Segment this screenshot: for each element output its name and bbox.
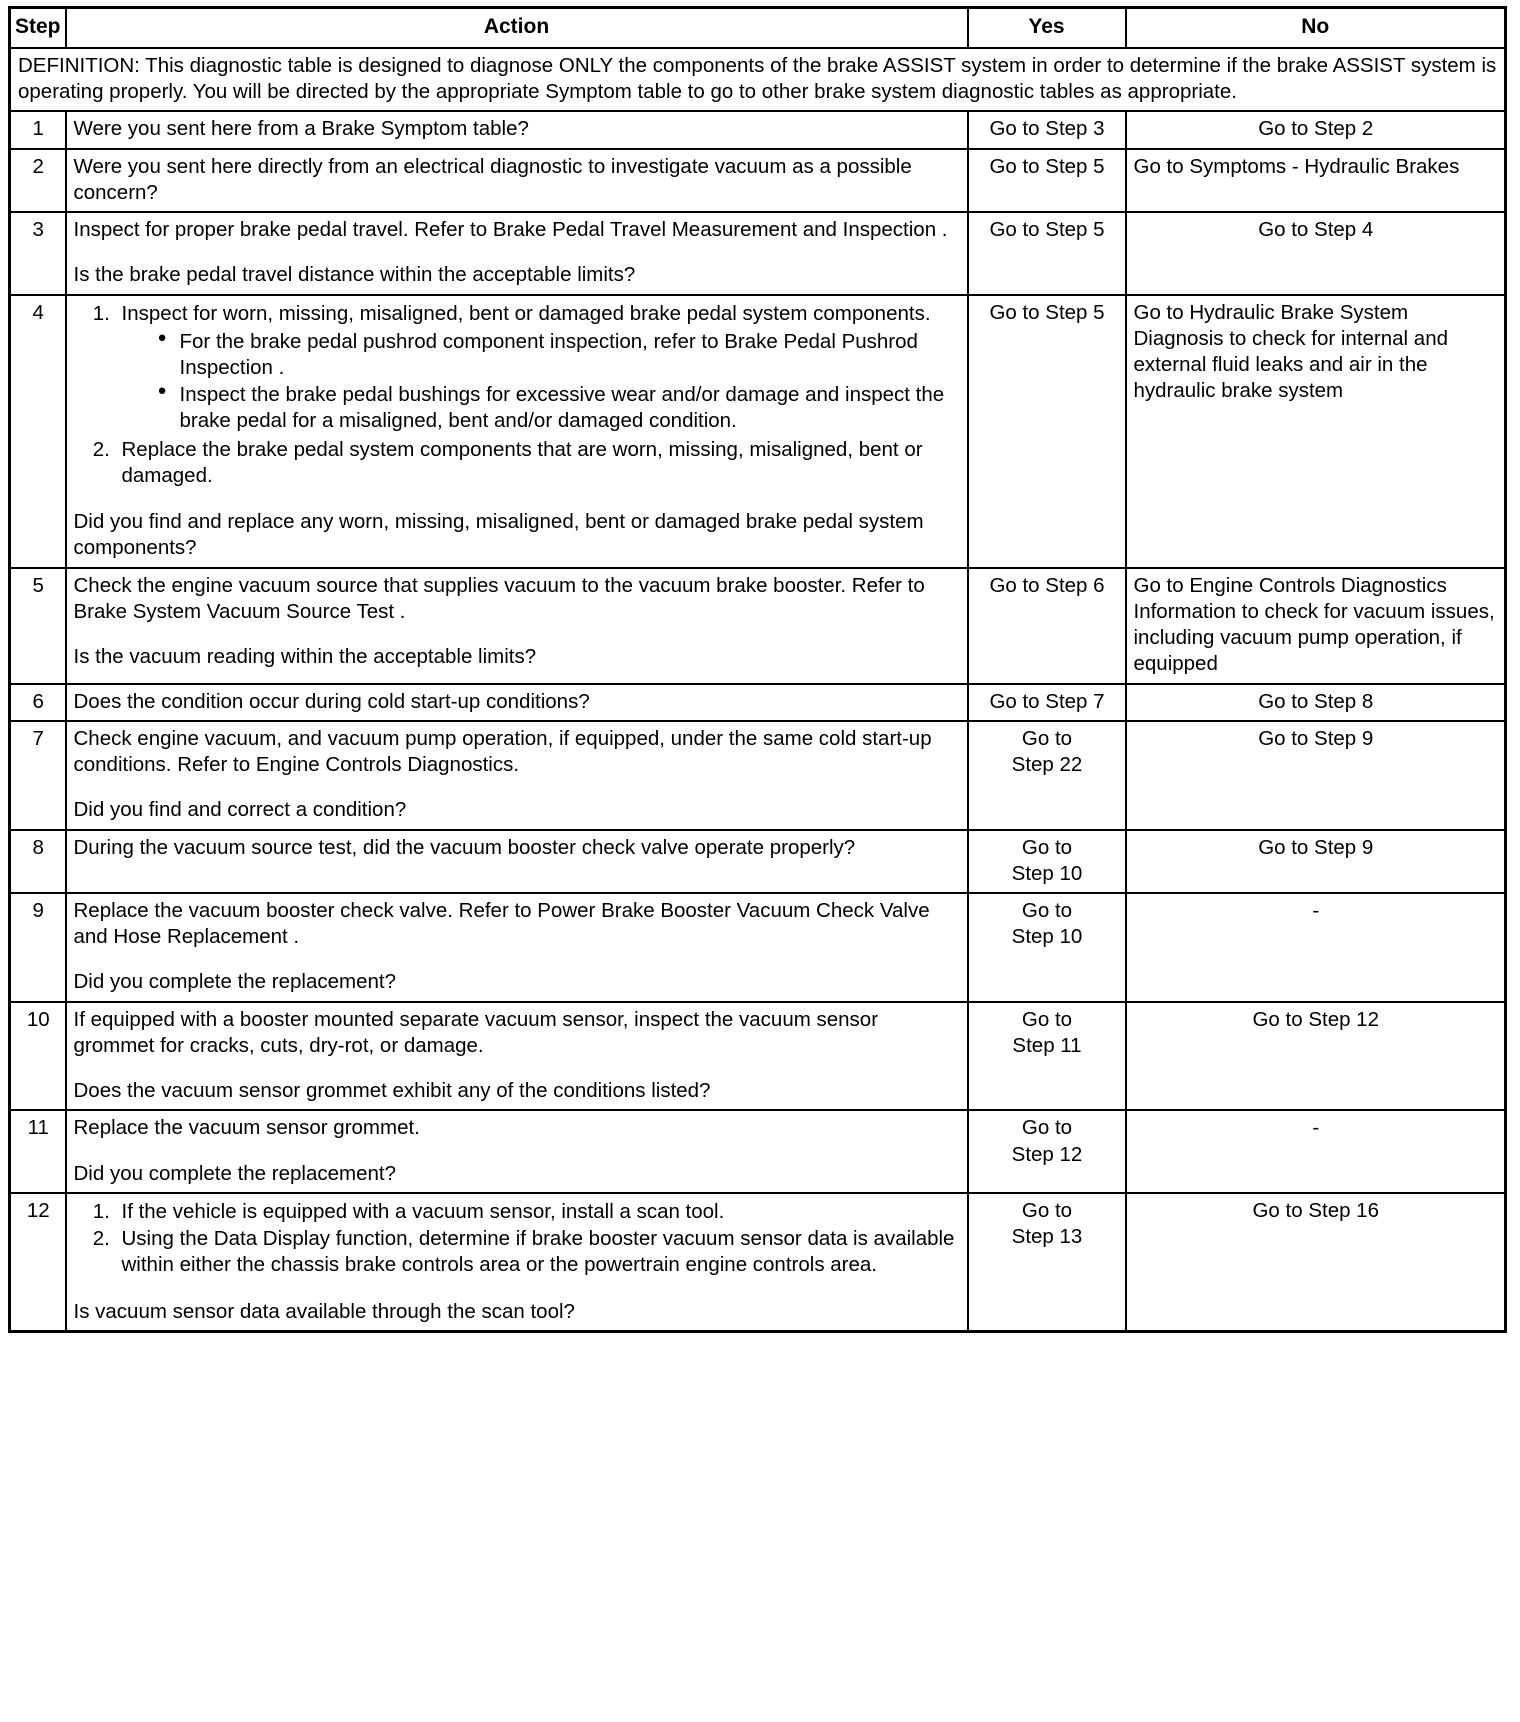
table-row — [10, 568, 1506, 684]
yes-cell: Go to Step 5 — [968, 295, 1126, 568]
action-numbered-list — [74, 1199, 961, 1279]
definition-cell: DEFINITION: This diagnostic table is designed to diagnose ONLY the components of the brake ASSIST system in order to determine if the brake ASSIST system is operating properly. You will be directed by the appropriate Symptom table to go to other brake system diagnostic tables as appropriate. — [10, 48, 1506, 111]
definition-row — [10, 48, 1506, 111]
yes-line-1: Go to — [1021, 1116, 1073, 1140]
list-item — [116, 301, 961, 435]
yes-line-2: Step 10 — [1011, 861, 1083, 885]
list-item: 2. Replace the brake pedal system components that are worn, missing, misaligned, bent or damaged. — [116, 437, 961, 489]
step-number: 1 — [10, 111, 66, 148]
yes-line-2: Step 22 — [1011, 753, 1083, 777]
no-cell: Go to Step 2 — [1126, 111, 1506, 148]
table-row — [10, 721, 1506, 830]
table-row — [10, 1002, 1506, 1111]
yes-cell — [968, 1110, 1126, 1192]
table-body — [10, 48, 1506, 1331]
action-question: Did you complete the replacement? — [73, 970, 396, 994]
table-row — [10, 111, 1506, 148]
action-numbered-list — [74, 301, 961, 490]
table-row — [10, 1193, 1506, 1331]
action-question: Is the brake pedal travel distance within the acceptable limits? — [73, 263, 636, 287]
action-question: Did you find and replace any worn, missing, misaligned, bent or damaged brake pedal system components? — [73, 510, 924, 560]
action-question: Is vacuum sensor data available through the scan tool? — [73, 1299, 575, 1323]
spacer — [74, 778, 961, 797]
yes-line-2: Step 13 — [1011, 1225, 1083, 1249]
action-cell — [66, 568, 968, 684]
step-number: 10 — [10, 1002, 66, 1111]
step-number: 5 — [10, 568, 66, 684]
table-row — [10, 212, 1506, 294]
no-cell: Go to Step 9 — [1126, 830, 1506, 893]
action-text: Replace the vacuum sensor grommet. — [73, 1116, 420, 1140]
yes-line-1: Go to — [1021, 835, 1073, 859]
action-text: Does the condition occur during cold start-up conditions? — [73, 689, 590, 713]
no-cell: Go to Hydraulic Brake System Diagnosis to check for internal and external fluid leaks and air in the hydraulic brake system — [1126, 295, 1506, 568]
yes-cell: Go to Step 6 — [968, 568, 1126, 684]
list-item: ● For the brake pedal pushrod component inspection, refer to Brake Pedal Pushrod Inspection . — [158, 329, 961, 381]
action-text: If equipped with a booster mounted separate vacuum sensor, inspect the vacuum sensor grommet for cracks, cuts, dry-rot, or damage. — [73, 1007, 879, 1057]
yes-cell — [968, 830, 1126, 893]
step-number: 11 — [10, 1110, 66, 1192]
list-item-text: Inspect for worn, missing, misaligned, bent or damaged brake pedal system components. — [121, 301, 931, 325]
action-text: Inspect for proper brake pedal travel. Refer to Brake Pedal Travel Measurement and Inspection . — [73, 218, 948, 242]
no-cell: Go to Symptoms - Hydraulic Brakes — [1126, 149, 1506, 212]
yes-cell — [968, 721, 1126, 830]
spacer — [74, 1142, 961, 1161]
yes-line-2: Step 11 — [1012, 1033, 1082, 1057]
table-row — [10, 295, 1506, 568]
step-number: 8 — [10, 830, 66, 893]
action-cell — [66, 684, 968, 721]
column-header-action: Action — [66, 8, 968, 48]
action-question: Is the vacuum reading within the acceptable limits? — [73, 645, 537, 669]
spacer — [74, 243, 961, 262]
step-number: 2 — [10, 149, 66, 212]
no-cell: Go to Step 16 — [1126, 1193, 1506, 1331]
table-row — [10, 684, 1506, 721]
no-cell: Go to Step 12 — [1126, 1002, 1506, 1111]
yes-cell — [968, 893, 1126, 1002]
list-item: 1. If the vehicle is equipped with a vacuum sensor, install a scan tool. — [116, 1199, 961, 1225]
action-question: Does the vacuum sensor grommet exhibit any of the conditions listed? — [73, 1079, 711, 1103]
action-text: Check the engine vacuum source that supplies vacuum to the vacuum brake booster. Refer to Brake System Vacuum Source Test . — [73, 573, 925, 623]
column-header-step: Step — [10, 8, 66, 48]
table-header — [10, 8, 1506, 48]
action-cell — [66, 893, 968, 1002]
yes-line-1: Go to — [1021, 1007, 1073, 1031]
list-item: ● Inspect the brake pedal bushings for excessive wear and/or damage and inspect the brake pedal for a misaligned, bent and/or damaged condition. — [158, 382, 961, 434]
yes-line-1: Go to — [1021, 726, 1073, 750]
step-number: 9 — [10, 893, 66, 1002]
yes-cell: Go to Step 5 — [968, 212, 1126, 294]
header-row — [10, 8, 1506, 48]
action-cell — [66, 1002, 968, 1111]
no-cell: Go to Step 8 — [1126, 684, 1506, 721]
action-text: Were you sent here directly from an electrical diagnostic to investigate vacuum as a possible concern? — [73, 154, 912, 204]
yes-cell: Go to Step 5 — [968, 149, 1126, 212]
action-cell — [66, 721, 968, 830]
column-header-no: No — [1126, 8, 1506, 48]
action-cell — [66, 1110, 968, 1192]
step-number: 12 — [10, 1193, 66, 1331]
action-question: Did you find and correct a condition? — [73, 798, 407, 822]
action-text: Check engine vacuum, and vacuum pump operation, if equipped, under the same cold start-up conditions. Refer to Engine Controls Diagnostics. — [73, 726, 932, 777]
list-item: 2. Using the Data Display function, determine if brake booster vacuum sensor data is available within either the chassis brake controls area or the powertrain engine controls area. — [116, 1226, 961, 1278]
no-cell: Go to Step 4 — [1126, 212, 1506, 294]
no-cell: - — [1126, 893, 1506, 1002]
step-number: 7 — [10, 721, 66, 830]
yes-cell: Go to Step 3 — [968, 111, 1126, 148]
spacer — [74, 950, 961, 969]
spacer — [74, 625, 961, 644]
action-text: Replace the vacuum booster check valve. Refer to Power Brake Booster Vacuum Check Valve and Hose Replacement . — [73, 898, 930, 949]
yes-line-2: Step 12 — [1011, 1142, 1083, 1166]
step-number: 4 — [10, 295, 66, 568]
table-row — [10, 830, 1506, 893]
yes-line-1: Go to — [1021, 1198, 1073, 1222]
action-cell — [66, 295, 968, 568]
no-cell: Go to Step 9 — [1126, 721, 1506, 830]
action-text: During the vacuum source test, did the vacuum booster check valve operate properly? — [73, 835, 856, 859]
table-row — [10, 149, 1506, 212]
spacer — [74, 1280, 961, 1299]
action-text: Were you sent here from a Brake Symptom table? — [73, 117, 529, 141]
yes-cell: Go to Step 7 — [968, 684, 1126, 721]
spacer — [74, 1059, 961, 1078]
yes-line-1: Go to — [1021, 898, 1073, 922]
yes-cell — [968, 1002, 1126, 1111]
no-cell: Go to Engine Controls Diagnostics Information to check for vacuum issues, including vacuum pump operation, if equipped — [1126, 568, 1506, 684]
step-number: 3 — [10, 212, 66, 294]
column-header-yes: Yes — [968, 8, 1126, 48]
action-cell — [66, 111, 968, 148]
action-bullet-list — [122, 329, 961, 435]
step-number: 6 — [10, 684, 66, 721]
yes-line-2: Step 10 — [1011, 925, 1083, 949]
brake-assist-diagnostic-table — [8, 6, 1507, 1333]
table-row — [10, 1110, 1506, 1192]
yes-cell — [968, 1193, 1126, 1331]
action-cell — [66, 830, 968, 893]
no-cell: - — [1126, 1110, 1506, 1192]
action-cell — [66, 149, 968, 212]
spacer — [74, 490, 961, 509]
table-row — [10, 893, 1506, 1002]
action-question: Did you complete the replacement? — [73, 1161, 396, 1185]
action-cell — [66, 212, 968, 294]
action-cell — [66, 1193, 968, 1331]
